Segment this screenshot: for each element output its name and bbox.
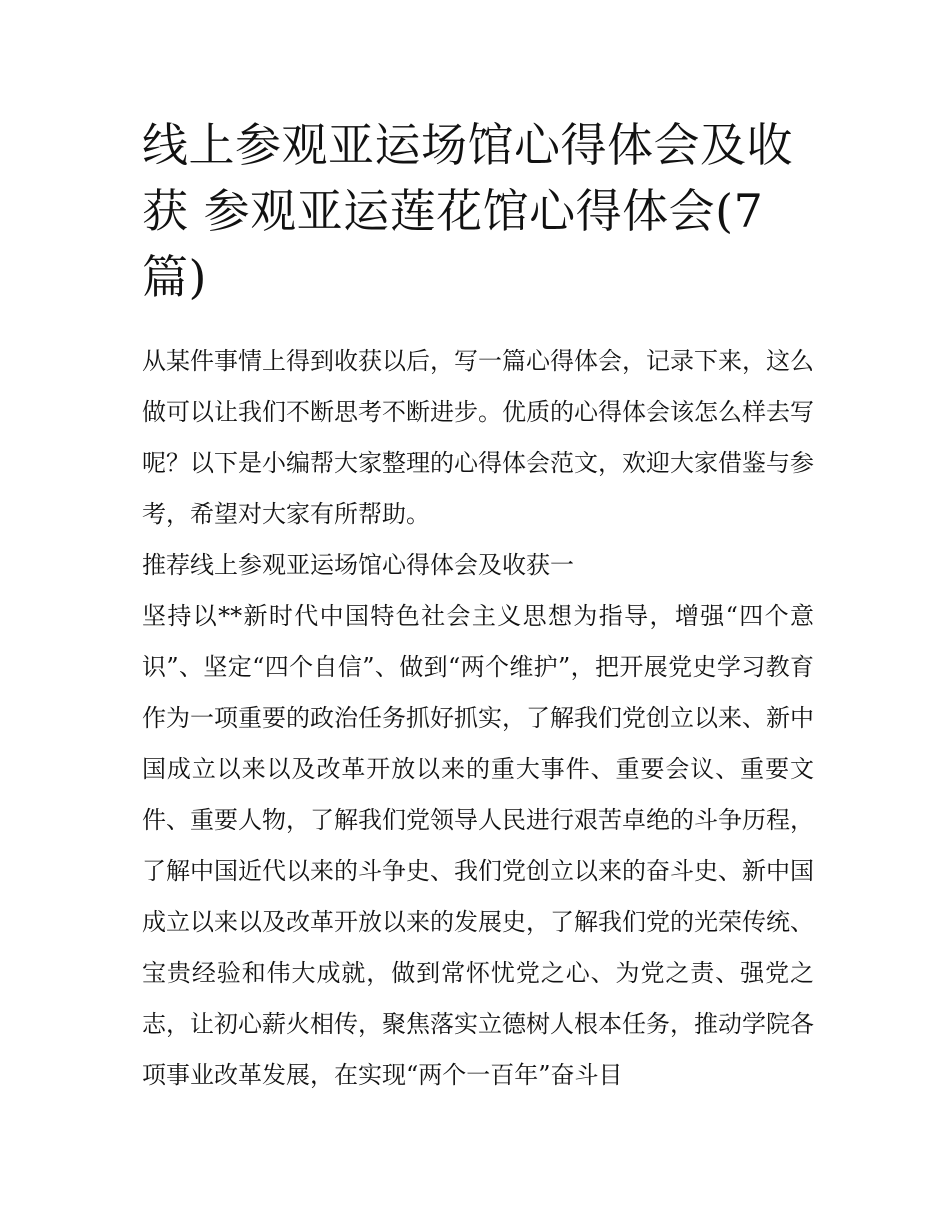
- document-title: 线上参观亚运场馆心得体会及收获 参观亚运莲花馆心得体会(7篇): [142, 118, 793, 304]
- document-page: [142, 112, 814, 1101]
- body-paragraph: 坚持以**新时代中国特色社会主义思想为指导，增强“四个意识”、坚定“四个自信”、做到“两个维护”，把开展党史学习教育作为一项重要的政治任务抓好抓实，了解我们党创立以来、新中国成立以来以及改革开放以来的重大事件、重要会议、重要文件、重要人物，了解我们党领导人民进行艰苦卓绝的斗争历程，了解中国近代以来的斗争史、我们党创立以来的奋斗史、新中国成立以来以及改革开放以来的发展史，了解我们党的光荣传统、宝贵经验和伟大成就，做到常怀忧党之心、为党之责、强党之志，让初心薪火相传，聚焦落实立德树人根本任务，推动学院各项事业改革发展，在实现“两个一百年”奋斗目: [142, 602, 814, 1089]
- intro-paragraph: 从某件事情上得到收获以后，写一篇心得体会，记录下来，这么做可以让我们不断思考不断进步。优质的心得体会该怎么样去写呢？以下是小编帮大家整理的心得体会范文，欢迎大家借鉴与参考，希望对大家有所帮助。: [142, 347, 814, 528]
- section-heading: 推荐线上参观亚运场馆心得体会及收获一: [142, 551, 574, 579]
